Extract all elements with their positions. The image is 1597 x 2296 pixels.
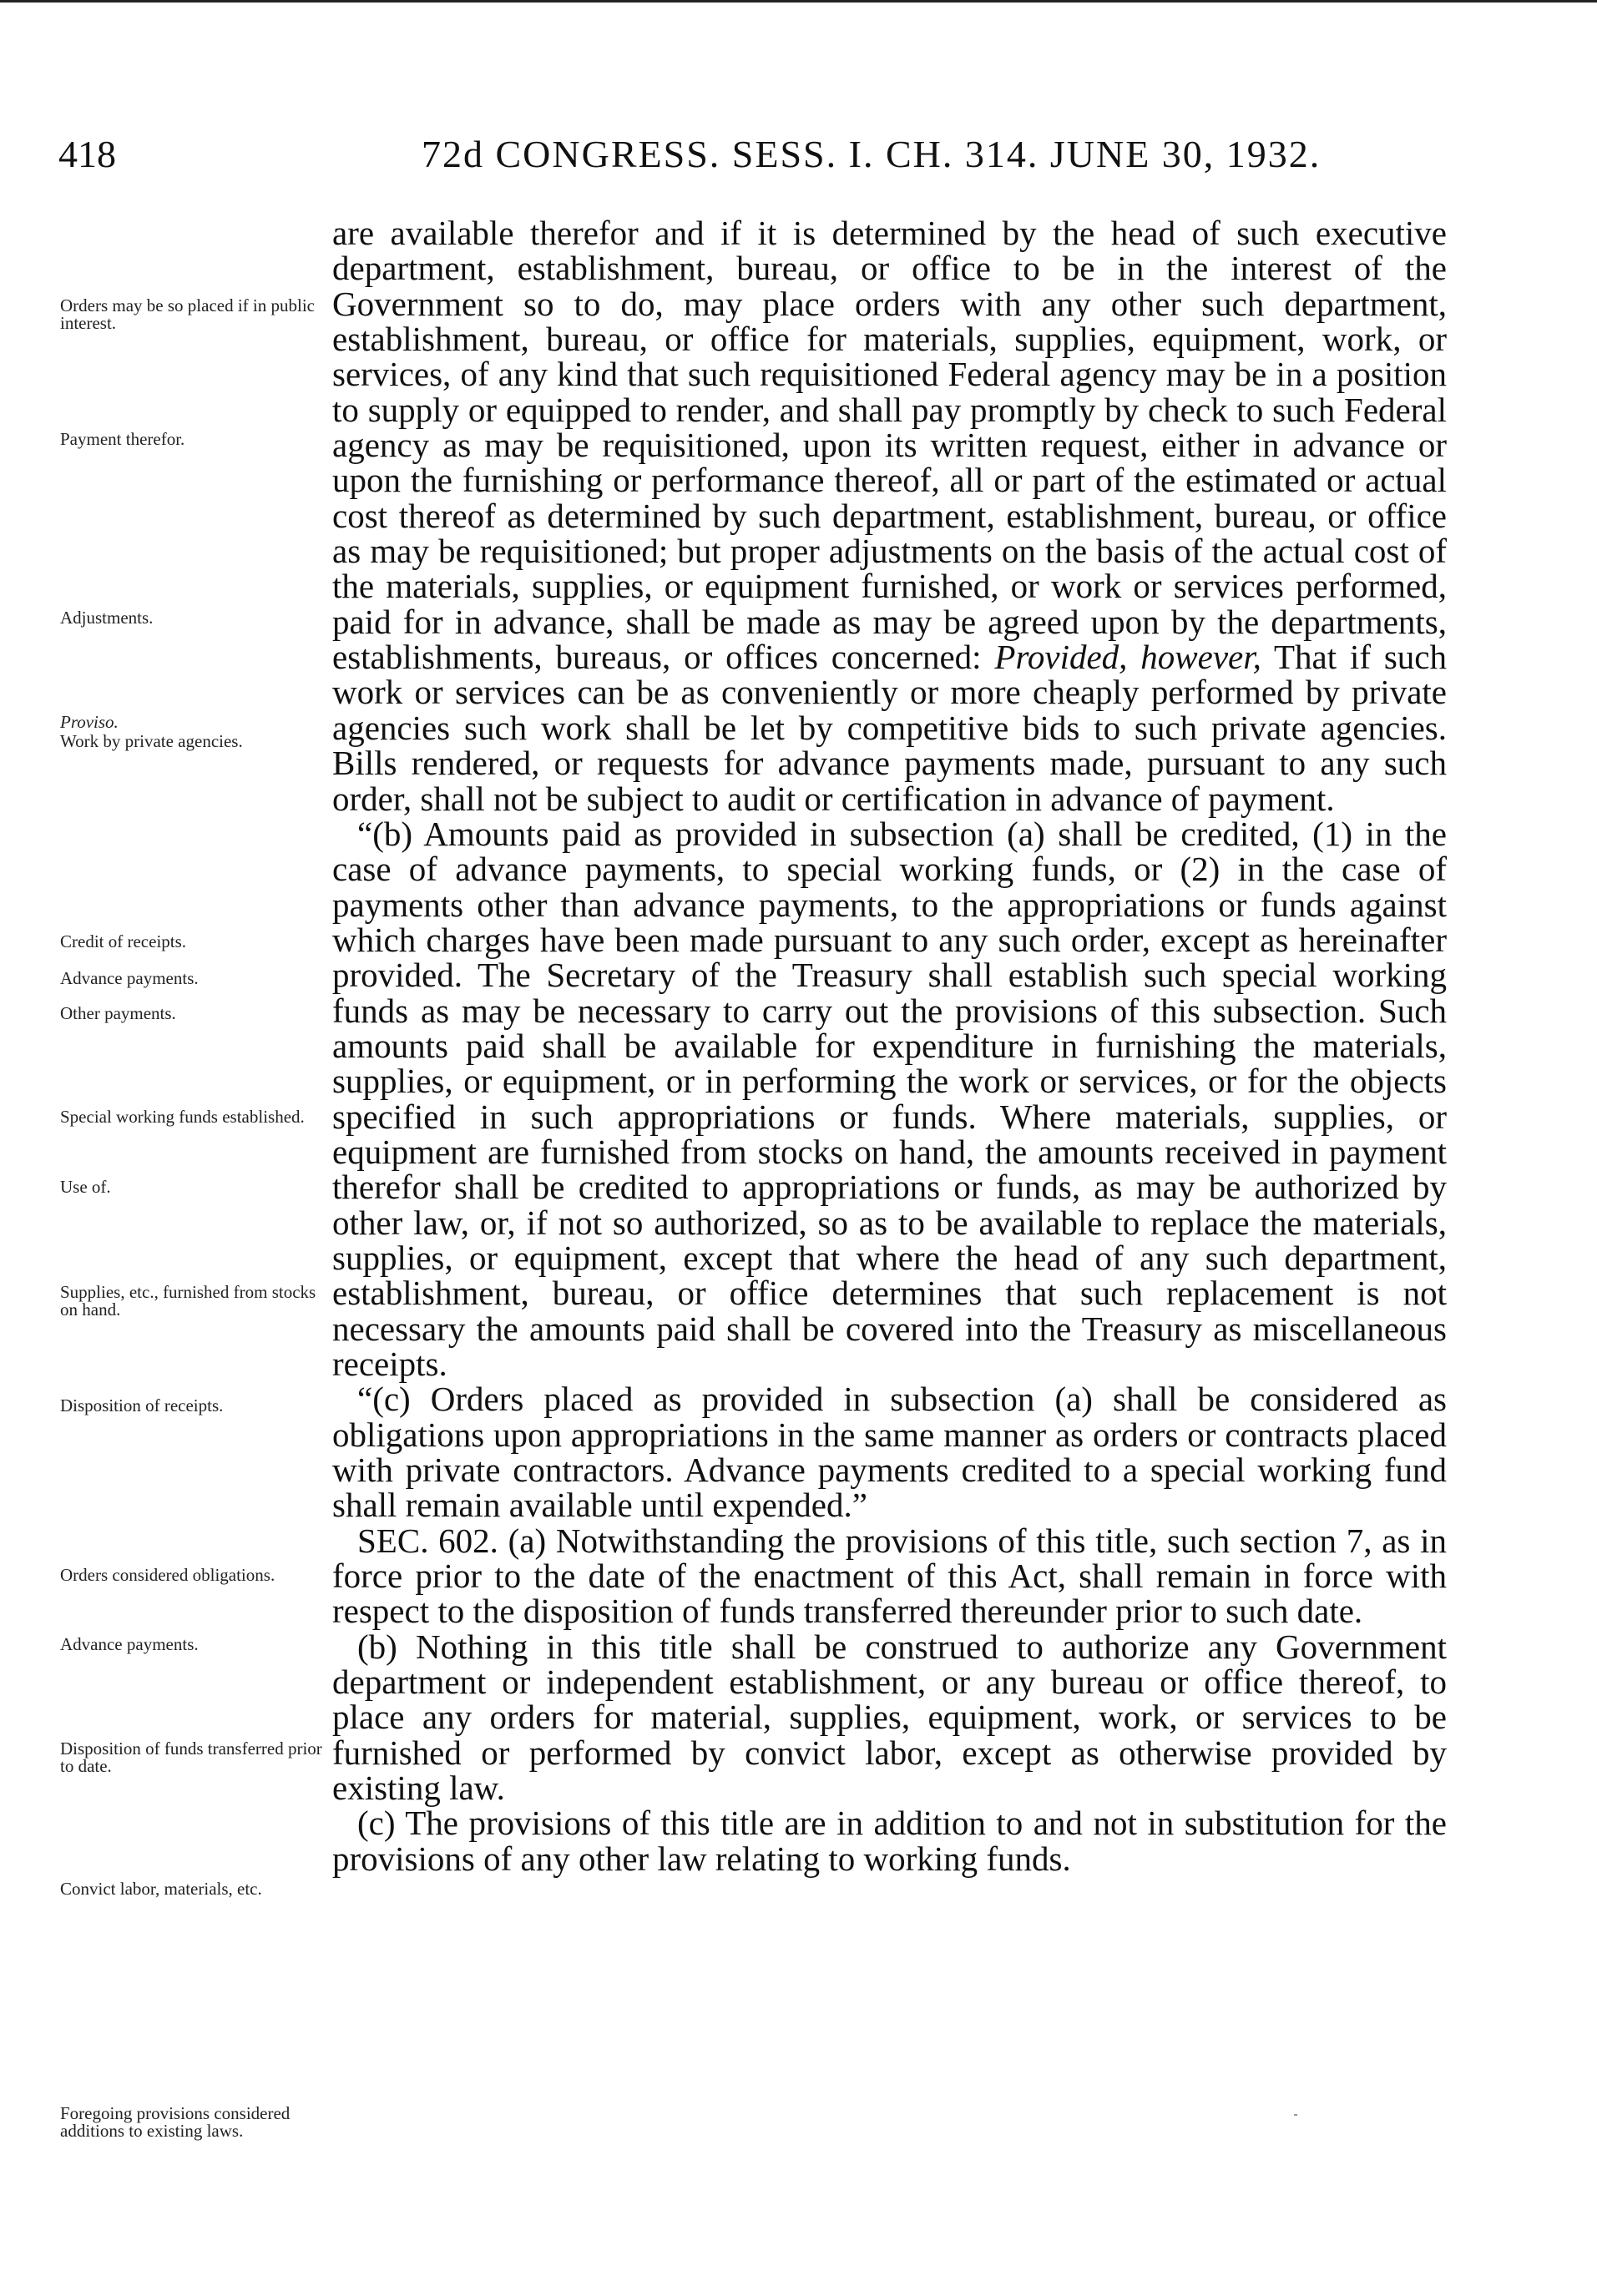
paragraph-section-602a: SEC. 602. (a) Notwithstanding the provisions of this title, such section 7, as in force prior to the date of the enactment of this Act, shall remain in force with respect to the disposition of funds transferred thereunder prior to such date. [332, 1521, 1447, 1631]
margin-note-supplies-from-stocks: Supplies, etc., furnished from stocks on hand. [60, 1282, 316, 1320]
paragraph-subsection-b: “(b) Amounts paid as provided in subsection (a) shall be credited, (1) in the case of advance payments, to special working funds, or (2) in the case of payments other than advance payments, to the appropriations or funds against which charges have been made pursuant to any such order, except as hereinafter provided. The Secretary of the Treasury shall establish such special working funds as may be necessary to carry out the provisions of this subsection. Such amounts paid shall be available for expenditure in furnishing the materials, supplies, or equipment, or in performing the work or services, or for the objects specified in such appropriations or funds. Where materials, supplies, or equipment are furnished from stocks on hand, the amounts received in payment therefor shall be credited to appropriations or funds, as may be authorized by other law, or, if not so authorized, so as to be available to replace the materials, supplies, or equipment, except that where the head of any such department, establishment, bureau, or office determines that such replacement is not necessary the amounts paid shall be covered into the Treasury as miscellaneous receipts. [332, 814, 1447, 1383]
paragraph-subsection-c: “(c) Orders placed as provided in subsection (a) shall be considered as obligations upon appropriations in the same manner as orders or contracts placed with private contractors. Advance payments credited to a special working fund shall remain available until expended.” [332, 1380, 1447, 1525]
paragraph-section-602b: (b) Nothing in this title shall be construed to authorize any Government department or independent establishment, or any bureau or office thereof, to place any orders for material, supplies, equipment, work, or services to be furnished or performed by convict labor, except as otherwise provided by existing law. [332, 1627, 1447, 1808]
continuation-text: are available therefor and if it is determined by the head of such executive department, establishment, bureau, or office to be in the interest of the Government so to do, may place orders with any other such department, establishment, bureau, or office for materials, supplies, equipment, work, or services, of any kind that such requisitioned Federal agency may be in a position to supply or equipped to render, and shall pay promptly by check to such Federal agency as may be requisitioned, upon its written request, either in advance or upon the furnishing or performance thereof, all or part of the estimated or actual cost thereof as determined by such department, establishment, bureau, or office as may be requisitioned; but proper adjustments on the basis of the actual cost of the materials, supplies, or equipment furnished, or work or services performed, paid for in advance, shall be made as may be agreed upon by the departments, establishments, bureaus, or offices concerned: [332, 214, 1447, 677]
page-number: 418 [58, 133, 116, 175]
proviso-phrase: Provided, however, [994, 638, 1261, 677]
margin-note-foregoing-provisions: Foregoing provisions considered additions to existing laws. [60, 2103, 291, 2141]
margin-note-advance-payments-2: Advance payments. [60, 1634, 199, 1654]
margin-note-work-private-agencies: Work by private agencies. [60, 731, 243, 751]
paragraph-continuation [332, 215, 1447, 816]
margin-note-orders-public-interest: Orders may be so placed if in public interest. [60, 295, 315, 333]
margin-note-credit-receipts: Credit of receipts. [60, 931, 187, 951]
margin-note-other-payments: Other payments. [60, 1003, 176, 1023]
margin-note-disposition-receipts: Disposition of receipts. [60, 1395, 224, 1415]
margin-note-orders-obligations: Orders considered obligations. [60, 1565, 275, 1585]
running-head: 72d CONGRESS. SESS. I. CH. 314. JUNE 30, 1932. [422, 133, 1322, 175]
margin-note-disposition-funds: Disposition of funds transferred prior to date. [60, 1738, 322, 1776]
proviso-text: That if such work or services can be as conveniently or more cheaply performed by private agencies such work shall be let by competitive bids to such private agencies. Bills rendered, or requests for advance payments made, pursuant to any such order, shall not be subject to audit or certification in advance of payment. [332, 638, 1448, 818]
margin-note-use-of: Use of. [60, 1177, 111, 1197]
paragraph-section-602c: (c) The provisions of this title are in addition to and not in substitution for the provisions of any other law relating to working funds. [332, 1804, 1447, 1878]
margin-note-special-working-funds: Special working funds established. [60, 1107, 305, 1127]
margin-note-proviso: Proviso. [60, 712, 119, 732]
ink-speck [1294, 2114, 1297, 2116]
margin-notes [0, 0, 351, 2296]
margin-note-convict-labor: Convict labor, materials, etc. [60, 1879, 262, 1899]
margin-note-adjustments: Adjustments. [60, 608, 154, 628]
margin-note-payment-therefor: Payment therefor. [60, 429, 185, 449]
margin-note-advance-payments: Advance payments. [60, 968, 199, 988]
statute-body [332, 215, 1447, 1876]
